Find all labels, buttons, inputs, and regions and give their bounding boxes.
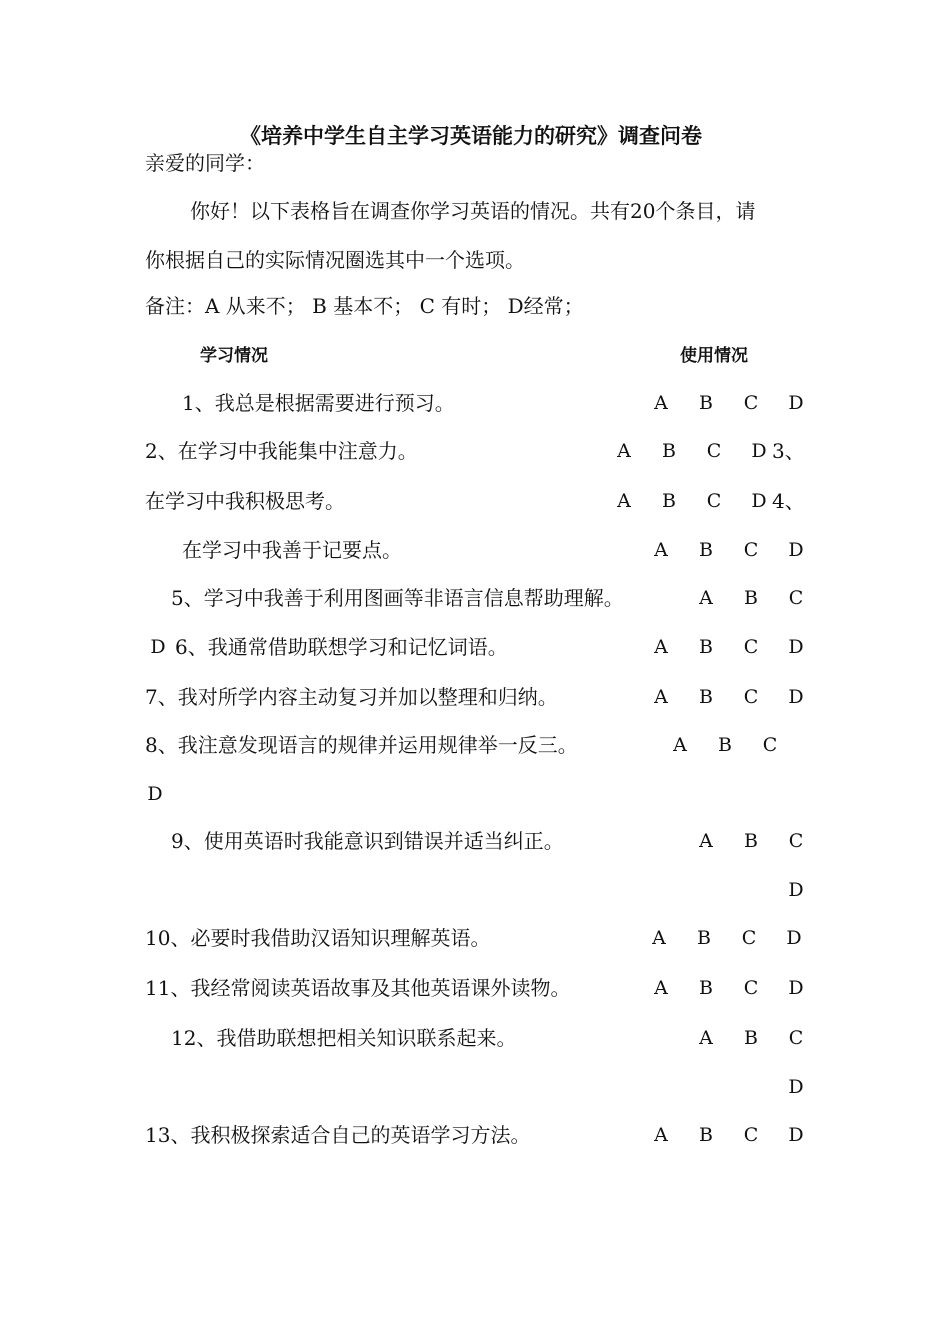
question-item: 8、我注意发现语言的规律并运用规律举一反三。: [145, 733, 578, 757]
question-item: 10、必要时我借助汉语知识理解英语。: [145, 926, 491, 950]
option-c[interactable]: C: [741, 927, 757, 949]
question-item: 5、学习中我善于利用图画等非语言信息帮助理解。: [171, 586, 624, 610]
option-d[interactable]: D: [751, 490, 767, 512]
intro-line-1: 你好！以下表格旨在调查你学习英语的情况。共有20个条目，请: [190, 199, 756, 223]
option-c[interactable]: C: [788, 587, 804, 609]
option-d[interactable]: D: [788, 686, 804, 708]
option-c[interactable]: C: [762, 734, 778, 756]
option-d[interactable]: D: [788, 392, 804, 414]
option-c[interactable]: C: [743, 686, 759, 708]
option-a[interactable]: A: [699, 587, 713, 609]
question-item: 1、我总是根据需要进行预习。: [182, 391, 455, 415]
option-c[interactable]: C: [788, 830, 804, 852]
option-a[interactable]: A: [673, 734, 687, 756]
option-b[interactable]: B: [699, 686, 713, 708]
question-item: 7、我对所学内容主动复习并加以整理和归纳。: [145, 685, 558, 709]
option-d[interactable]: D: [788, 1076, 804, 1098]
option-d[interactable]: D: [147, 783, 163, 805]
option-c[interactable]: C: [788, 1027, 804, 1049]
option-d[interactable]: D: [751, 440, 767, 462]
option-d[interactable]: D: [150, 636, 166, 658]
option-a[interactable]: A: [617, 490, 631, 512]
option-a[interactable]: A: [654, 977, 668, 999]
option-d[interactable]: D: [786, 927, 802, 949]
option-b[interactable]: B: [744, 830, 758, 852]
question-item: 2、在学习中我能集中注意力。: [145, 439, 418, 463]
option-d[interactable]: D: [788, 977, 804, 999]
option-d[interactable]: D: [788, 1124, 804, 1146]
option-b[interactable]: B: [662, 440, 676, 462]
option-c[interactable]: C: [743, 977, 759, 999]
option-a[interactable]: A: [654, 539, 668, 561]
option-b[interactable]: B: [744, 587, 758, 609]
question-item: 12、我借助联想把相关知识联系起来。: [171, 1026, 517, 1050]
option-b[interactable]: B: [718, 734, 732, 756]
option-c[interactable]: C: [743, 392, 759, 414]
option-c[interactable]: C: [706, 490, 722, 512]
option-a[interactable]: A: [654, 686, 668, 708]
page-title: 《培养中学生自主学习英语能力的研究》调查问卷: [240, 124, 702, 148]
option-a[interactable]: A: [699, 1027, 713, 1049]
column-header-usage: 使用情况: [680, 346, 748, 366]
option-b[interactable]: B: [662, 490, 676, 512]
question-number: 3、: [772, 439, 805, 463]
question-item: 11、我经常阅读英语故事及其他英语课外读物。: [145, 976, 571, 1000]
intro-line-2: 你根据自己的实际情况圈选其中一个选项。: [145, 248, 525, 272]
greeting: 亲爱的同学：: [145, 151, 265, 175]
option-b[interactable]: B: [699, 636, 713, 658]
question-item: 9、使用英语时我能意识到错误并适当纠正。: [171, 829, 564, 853]
question-item: 13、我积极探索适合自己的英语学习方法。: [145, 1123, 531, 1147]
option-b[interactable]: B: [699, 1124, 713, 1146]
option-c[interactable]: C: [743, 1124, 759, 1146]
option-b[interactable]: B: [699, 539, 713, 561]
question-item: 在学习中我善于记要点。: [182, 538, 402, 562]
option-d[interactable]: D: [788, 539, 804, 561]
option-b[interactable]: B: [699, 977, 713, 999]
option-d[interactable]: D: [788, 636, 804, 658]
option-c[interactable]: C: [743, 539, 759, 561]
option-d[interactable]: D: [788, 879, 804, 901]
question-number: 4、: [772, 489, 805, 513]
option-c[interactable]: C: [706, 440, 722, 462]
option-b[interactable]: B: [744, 1027, 758, 1049]
option-a[interactable]: A: [654, 636, 668, 658]
option-a[interactable]: A: [654, 1124, 668, 1146]
option-a[interactable]: A: [652, 927, 666, 949]
question-item: 6、我通常借助联想学习和记忆词语。: [175, 635, 508, 659]
options-note: 备注：A 从来不； B 基本不； C 有时； D经常；: [145, 294, 584, 318]
question-item: 在学习中我积极思考。: [145, 489, 345, 513]
option-b[interactable]: B: [699, 392, 713, 414]
option-a[interactable]: A: [654, 392, 668, 414]
column-header-study: 学习情况: [200, 346, 268, 366]
option-a[interactable]: A: [617, 440, 631, 462]
option-b[interactable]: B: [697, 927, 711, 949]
option-c[interactable]: C: [743, 636, 759, 658]
option-a[interactable]: A: [699, 830, 713, 852]
